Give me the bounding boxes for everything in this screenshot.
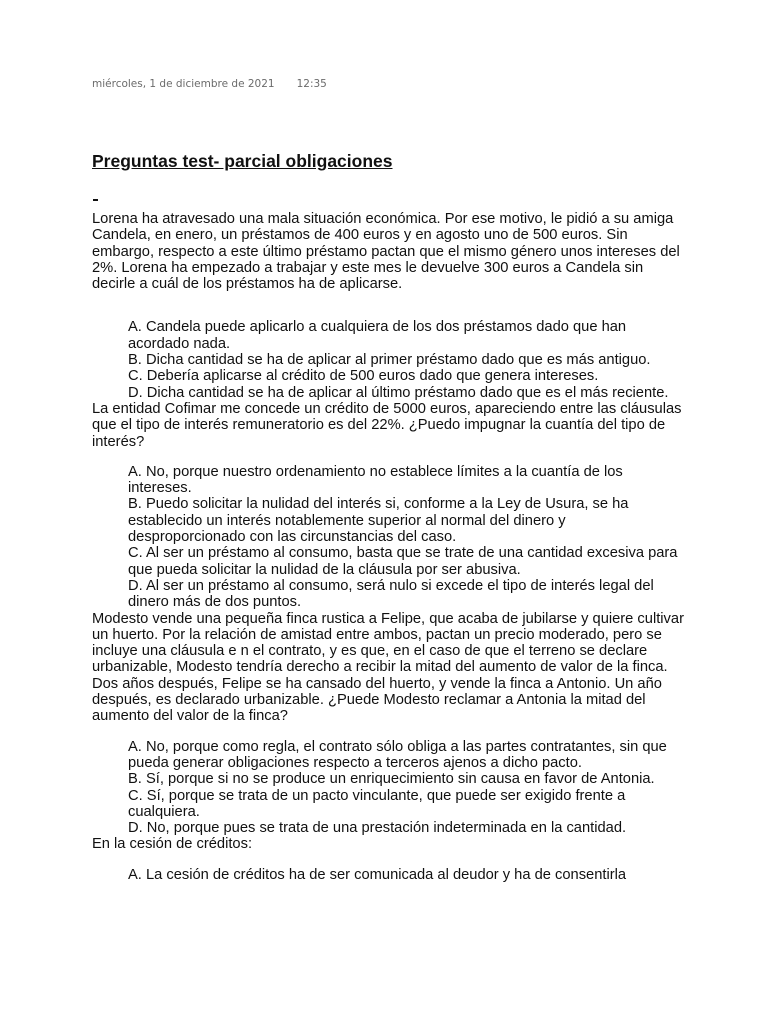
question-3-text: Modesto vende una pequeña finca rustica a Felipe, que acaba de jubilarse y quiere cultivar un huerto. Por la relación de amistad entre ambos, pactan un precio moderado, pero se incluye una cláusula e n el contrato, y es que, en el caso de que el terreno se declare urbanizable, Modesto tendría derecho a recibir la mitad del aumento de valor de la finca. Dos años después, Felipe se ha cansado del huerto, y vende la finca a Antonio. Un año después, es declarado urbanizable. ¿Puede Modesto reclamar a Antonia la mitad del aumento del valor de la finca?: [92, 610, 684, 725]
question-2-options: [128, 464, 686, 611]
question-2-option-d: D. Al ser un préstamo al consumo, será nulo si excede el tipo de interés legal del dinero más de dos puntos.: [128, 577, 654, 611]
underlined-dash: [93, 199, 98, 201]
question-1-option-d: D. Dicha cantidad se ha de aplicar al último préstamo dado que es el más reciente.: [128, 384, 669, 401]
question-3-option-d: D. No, porque pues se trata de una prestación indeterminada en la cantidad.: [128, 820, 627, 837]
question-3-option-a: A. No, porque como regla, el contrato sólo obliga a las partes contratantes, sin que pueda generar obligaciones respecto a terceros ajenos a dicho pacto.: [128, 738, 667, 771]
question-3-options: [128, 739, 686, 837]
note-date: miércoles, 1 de diciembre de 2021: [92, 78, 275, 90]
note-timestamp: [92, 78, 327, 90]
question-2-option-a: A. No, porque nuestro ordenamiento no establece límites a la cuantía de los intereses.: [128, 463, 623, 497]
question-2-option-c: C. Al ser un préstamo al consumo, basta que se trate de una cantidad excesiva para que pueda solicitar la nulidad de la cláusula por ser abusiva.: [128, 545, 678, 578]
question-list: [92, 211, 686, 883]
question-1-option-b: B. Dicha cantidad se ha de aplicar al primer préstamo dado que es más antiguo.: [128, 352, 651, 369]
question-1-options: [128, 319, 686, 400]
question-1-option-a: A. Candela puede aplicarlo a cualquiera de los dos préstamos dado que han acordado nada.: [128, 319, 627, 352]
question-3-option-c: C. Sí, porque se trata de un pacto vinculante, que puede ser exigido frente a cualquiera.: [128, 787, 626, 820]
question-2-text: La entidad Cofimar me concede un crédito de 5000 euros, apareciendo entre las cláusulas que el tipo de interés remuneratorio es del 22%. ¿Puedo impugnar la cuantía del tipo de interés?: [92, 400, 682, 450]
question-2-option-b: B. Puedo solicitar la nulidad del interés si, conforme a la Ley de Usura, se ha establecido un interés notablemente superior al normal del dinero y desproporcionado con las circunstancias del caso.: [128, 496, 629, 546]
note-time: 12:35: [296, 78, 327, 90]
question-4-option-a: A. La cesión de créditos ha de ser comunicada al deudor y ha de consentirla: [128, 866, 627, 883]
question-4-text: En la cesión de créditos:: [92, 836, 253, 853]
question-4-options: [128, 867, 686, 883]
question-3-option-b: B. Sí, porque si no se produce un enriquecimiento sin causa en favor de Antonia.: [128, 771, 655, 788]
question-1-option-c: C. Debería aplicarse al crédito de 500 euros dado que genera intereses.: [128, 368, 599, 385]
question-1-text: Lorena ha atravesado una mala situación económica. Por ese motivo, le pidió a su amiga Candela, en enero, un préstamos de 400 euros y en agosto uno de 500 euros. Sin embargo, respecto a este último préstamo pactan que el mismo género unos intereses del 2%. Lorena ha empezado a trabajar y este mes le devuelve 300 euros a Candela sin decirle a cuál de los préstamos ha de aplicarse.: [92, 211, 680, 293]
page-title: Preguntas test- parcial obligaciones: [92, 151, 393, 171]
